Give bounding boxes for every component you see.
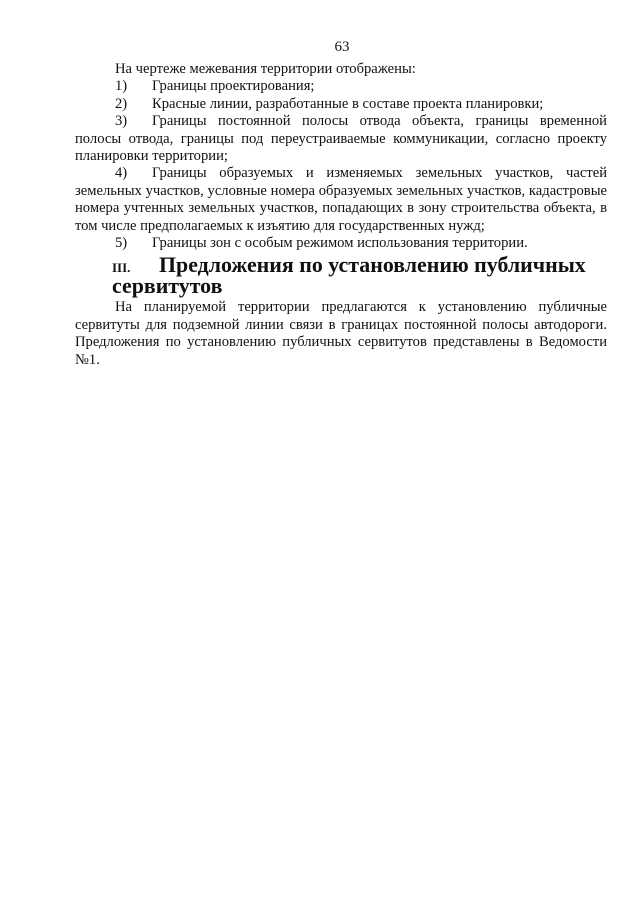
- list-item-number: 2): [115, 95, 128, 112]
- list-item: [75, 113, 607, 165]
- page-number: 63: [334, 39, 350, 55]
- drawing-contents-list: [75, 78, 607, 252]
- list-item: [75, 165, 607, 235]
- proposal-paragraph: На планируемой территории предлагаются к установлению публичные сервитуты для подземной линии связи в границах постоянной полосы автодороги. Предложения по установлению публичных сервитутов представлены в Ведомости №1.: [75, 299, 607, 368]
- section-title: Предложения по установлению публичных сервитутов: [112, 252, 586, 298]
- list-item-text: Границы проектирования;: [152, 78, 315, 95]
- section-number: III.: [112, 260, 131, 276]
- list-item-text: Границы образуемых и изменяемых земельных участков, частей земельных участков, условные номера образуемых земельных участков, кадастровые номера учтенных земельных участков, попадающих в зону строительства объекта, в том числе предполагаемых к изъятию для государственных нужд;: [75, 165, 607, 234]
- list-item: [75, 96, 607, 113]
- list-item-text: Границы зон с особым режимом использования территории.: [152, 235, 528, 252]
- section-heading: [75, 252, 607, 298]
- list-item-number: 4): [115, 165, 128, 182]
- list-item-text: Границы постоянной полосы отвода объекта, границы временной полосы отвода, границы под переустраиваемые коммуникации, согласно проекту планировки территории;: [75, 113, 607, 165]
- intro-paragraph: На чертеже межевания территории отображены:: [115, 61, 416, 77]
- list-item-number: 3): [115, 113, 128, 130]
- list-item: [75, 235, 607, 252]
- list-item-text: Красные линии, разработанные в составе проекта планировки;: [152, 95, 544, 112]
- list-item-number: 1): [115, 78, 128, 95]
- list-item-number: 5): [115, 235, 128, 252]
- page-content: [75, 61, 607, 369]
- list-item: [75, 78, 607, 95]
